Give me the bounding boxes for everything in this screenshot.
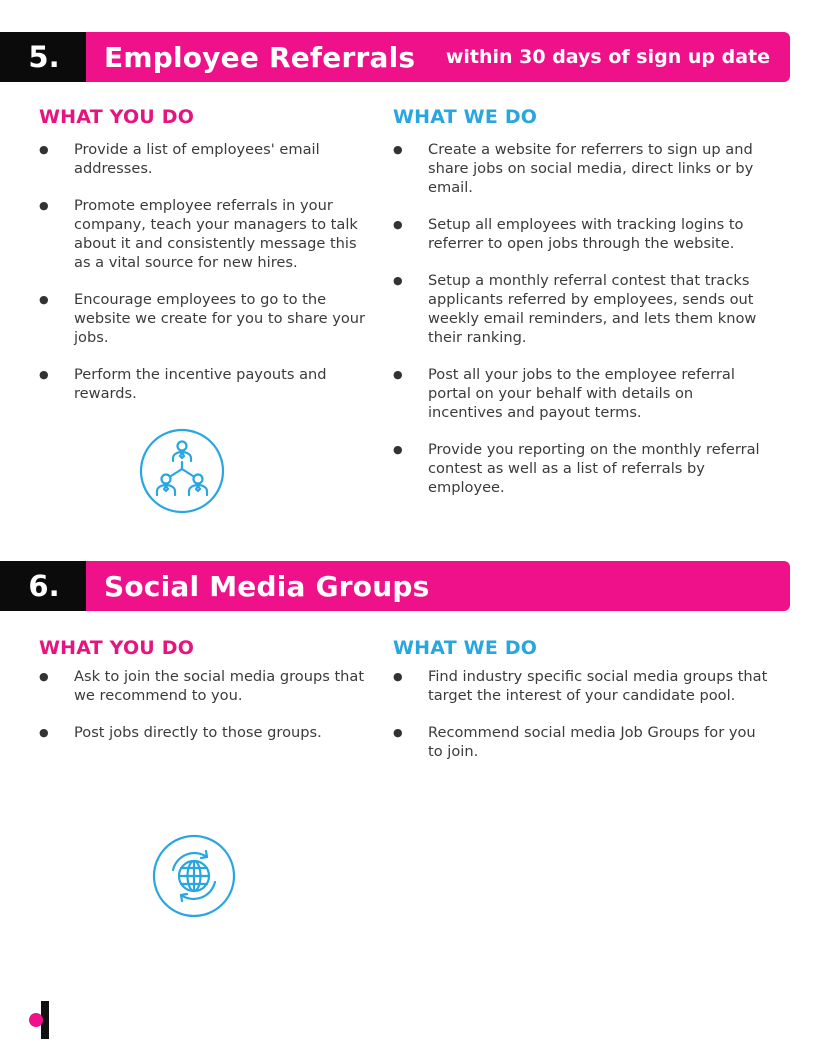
list-item: ● Encourage employees to go to the website we create for you to share your jobs. (39, 290, 369, 347)
section-6-banner (0, 561, 790, 611)
list-item: ● Ask to join the social media groups that we recommend to you. (39, 667, 369, 705)
section-5-subtitle: within 30 days of sign up date (445, 46, 770, 68)
section-6-what-we-do (393, 637, 773, 779)
section-5-you-heading: WHAT YOU DO (39, 106, 195, 128)
section-6-number: 6. (0, 561, 86, 611)
section-5-title: Employee Referrals (104, 40, 416, 74)
section-5-we-heading: WHAT WE DO (393, 106, 538, 128)
list-item: ● Recommend social media Job Groups for you to join. (393, 723, 773, 761)
section-6-we-list (393, 667, 773, 761)
list-item: ● Provide you reporting on the monthly referral contest as well as a list of referrals by employee. (393, 440, 768, 497)
list-item: ● Provide a list of employees' email addresses. (39, 140, 369, 178)
section-6-we-heading: WHAT WE DO (393, 637, 538, 659)
section-6-what-you-do (39, 637, 369, 760)
list-item: ● Perform the incentive payouts and rewards. (39, 365, 369, 403)
section-6-you-heading: WHAT YOU DO (39, 637, 195, 659)
globe-icon (152, 834, 236, 918)
people-network-icon (139, 428, 225, 514)
list-item: ● Find industry specific social media groups that target the interest of your candidate pool. (393, 667, 773, 705)
section-5-number: 5. (0, 32, 86, 82)
section-6-you-list (39, 667, 369, 742)
section-6-title: Social Media Groups (104, 569, 430, 603)
section-5-what-we-do (393, 106, 768, 515)
list-item: ● Create a website for referrers to sign up and share jobs on social media, direct links or by email. (393, 140, 768, 197)
section-5-what-you-do (39, 106, 369, 421)
list-item: ● Promote employee referrals in your company, teach your managers to talk about it and consistently message this as a vital source for new hires. (39, 196, 369, 272)
list-item: ● Setup a monthly referral contest that tracks applicants referred by employees, sends out weekly email reminders, and lets them know their ranking. (393, 271, 768, 347)
section-5-we-list (393, 140, 768, 497)
section-5-banner (0, 32, 790, 82)
list-item: ● Post all your jobs to the employee referral portal on your behalf with details on incentives and payout terms. (393, 365, 768, 422)
list-item: ● Setup all employees with tracking logins to referrer to open jobs through the website. (393, 215, 768, 253)
section-5-title-bar (86, 32, 790, 82)
section-6-title-bar (86, 561, 790, 611)
brand-logo-icon (28, 1001, 50, 1039)
list-item: ● Post jobs directly to those groups. (39, 723, 369, 742)
section-5-you-list (39, 140, 369, 403)
